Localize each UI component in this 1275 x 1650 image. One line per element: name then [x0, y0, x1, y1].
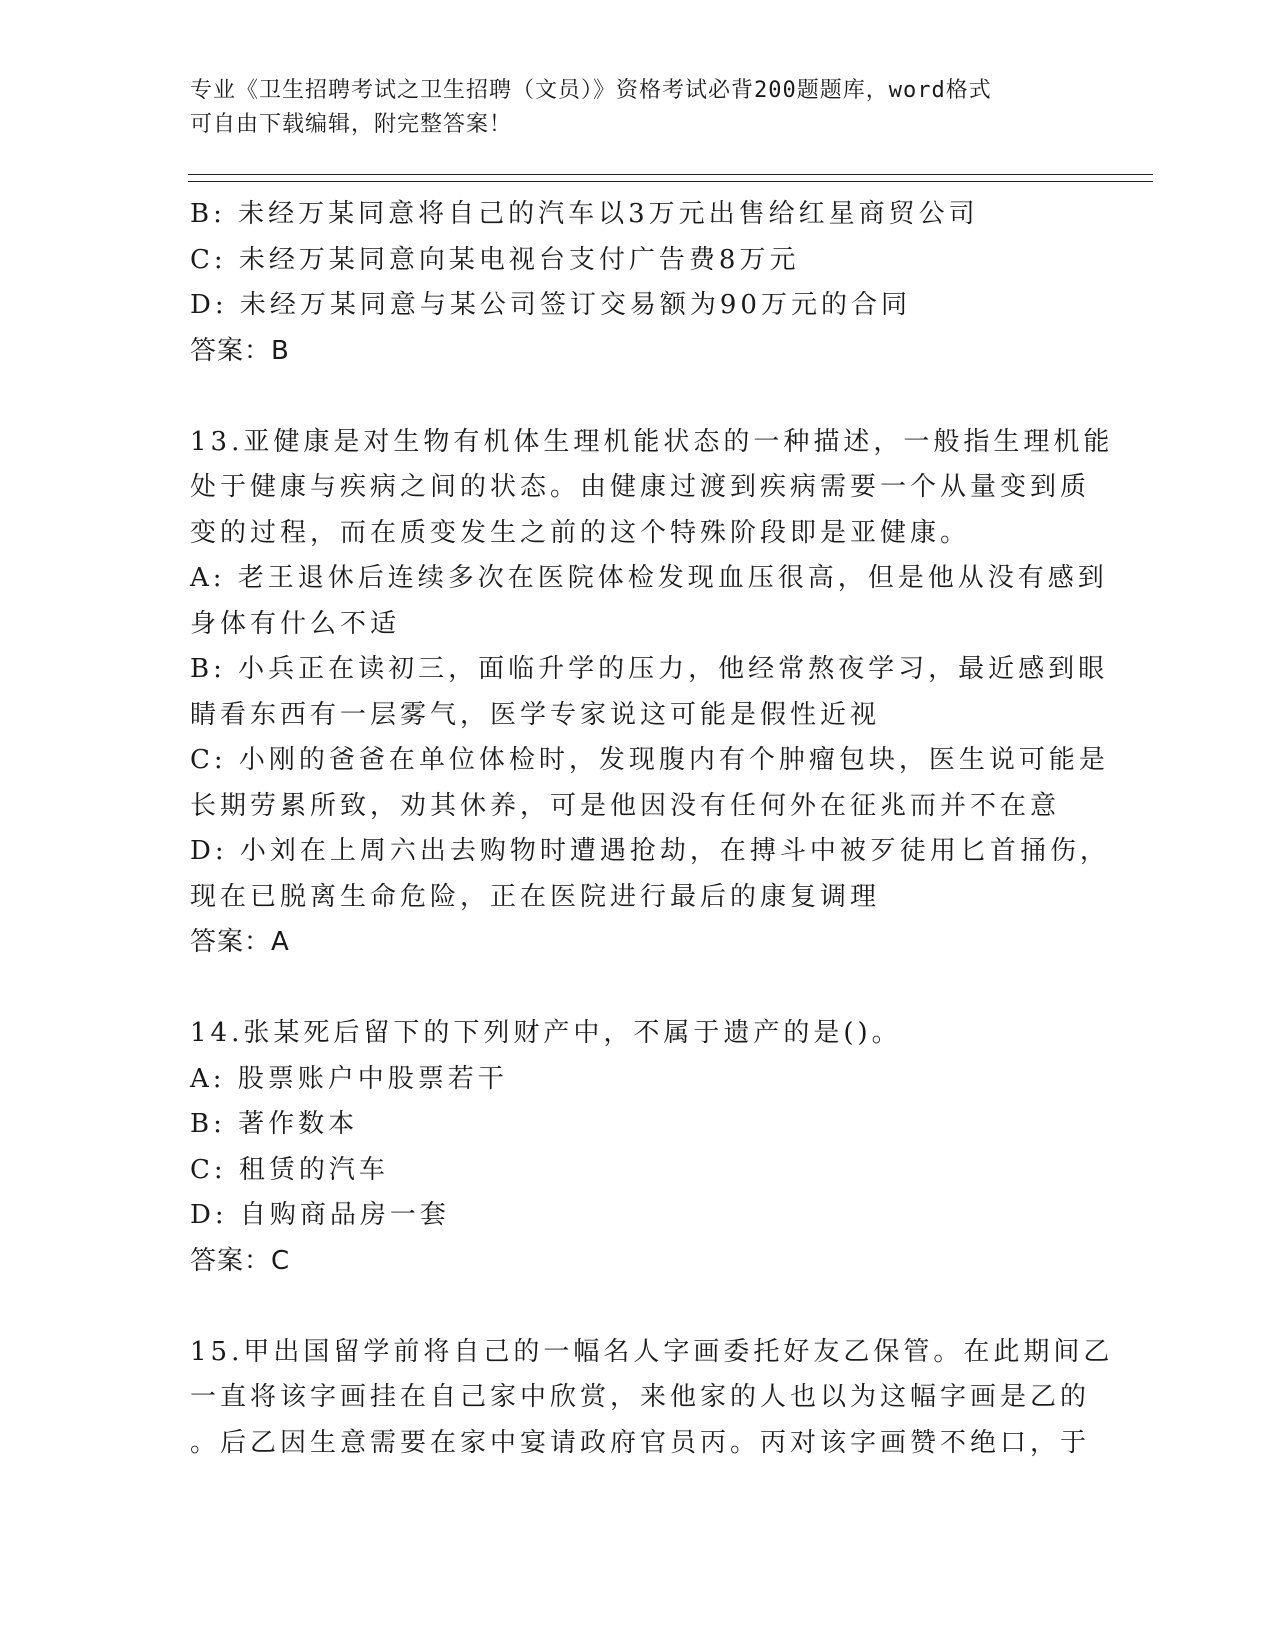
q13-option-a-cont: 身体有什么不适: [190, 608, 401, 639]
spacer: [190, 1284, 1090, 1330]
q12-answer: 答案：B: [190, 335, 290, 366]
q15-stem-line: 。后乙因生意需要在家中宴请政府官员丙。丙对该字画赞不绝口，于: [190, 1427, 1091, 1458]
header-line-2: 可自由下载编辑，附完整答案！: [190, 112, 513, 137]
question-15: [190, 1330, 1114, 1467]
page-header: [190, 74, 1090, 142]
document-body: [190, 192, 1114, 1466]
header-rule-top: [188, 174, 1153, 175]
q12-option-d: D: 未经万某同意与某公司签订交易额为90万元的合同: [190, 290, 911, 320]
q14-option-b: B: 著作数本: [190, 1109, 359, 1139]
q13-option-d: D: 小刘在上周六出去购物时遭遇抢劫，在搏斗中被歹徒用匕首捅伤，: [190, 836, 1110, 866]
q15-stem-line: 一直将该字画挂在自己家中欣赏，来他家的人也以为这幅字画是乙的: [190, 1382, 1091, 1412]
q14-answer: 答案：C: [190, 1245, 291, 1276]
q14-stem: 14.张某死后留下的下列财产中，不属于遗产的是()。: [190, 1018, 902, 1048]
q14-option-c: C: 租赁的汽车: [190, 1154, 389, 1185]
question-14: [190, 1011, 1090, 1284]
q15-stem-line: 15.甲出国留学前将自己的一幅名人字画委托好友乙保管。在此期间乙: [190, 1336, 1114, 1367]
header-rule-bottom: [188, 181, 1153, 182]
spacer: [190, 966, 1090, 1012]
q13-answer: 答案：A: [190, 927, 290, 957]
q13-option-c-cont: 长期劳累所致，劝其休养，可是他因没有任何外在征兆而并不在意: [190, 790, 1061, 821]
spacer: [190, 374, 1090, 420]
q13-option-b-cont: 睛看东西有一层雾气，医学专家说这可能是假性近视: [190, 699, 881, 730]
q13-stem-line: 变的过程，而在质变发生之前的这个特殊阶段即是亚健康。: [190, 517, 971, 548]
q13-option-d-cont: 现在已脱离生命危险，正在医院进行最后的康复调理: [190, 881, 881, 912]
q13-stem-line: 13.亚健康是对生物有机体生理机能状态的一种描述，一般指生理机能: [190, 426, 1114, 457]
q14-option-a: A: 股票账户中股票若干: [190, 1063, 508, 1094]
q12-option-c: C: 未经万某同意向某电视台支付广告费8万元: [190, 244, 800, 275]
question-12: [190, 192, 1090, 374]
question-13: [190, 420, 1114, 966]
q13-stem-line: 处于健康与疾病之间的状态。由健康过渡到疾病需要一个从量变到质: [190, 472, 1091, 502]
header-line-1: 专业《卫生招聘考试之卫生招聘（文员）》资格考试必背200题题库，word格式: [190, 78, 992, 103]
q13-option-c: C: 小刚的爸爸在单位体检时，发现腹内有个肿瘤包块，医生说可能是: [190, 745, 1109, 775]
q13-option-b: B: 小兵正在读初三，面临升学的压力，他经常熬夜学习，最近感到眼: [190, 654, 1109, 684]
q13-option-a: A: 老王退休后连续多次在医院体检发现血压很高，但是他从没有感到: [190, 563, 1108, 593]
q12-option-b: B: 未经万某同意将自己的汽车以3万元出售给红星商贸公司: [190, 199, 979, 229]
q14-option-d: D: 自购商品房一套: [190, 1200, 450, 1230]
